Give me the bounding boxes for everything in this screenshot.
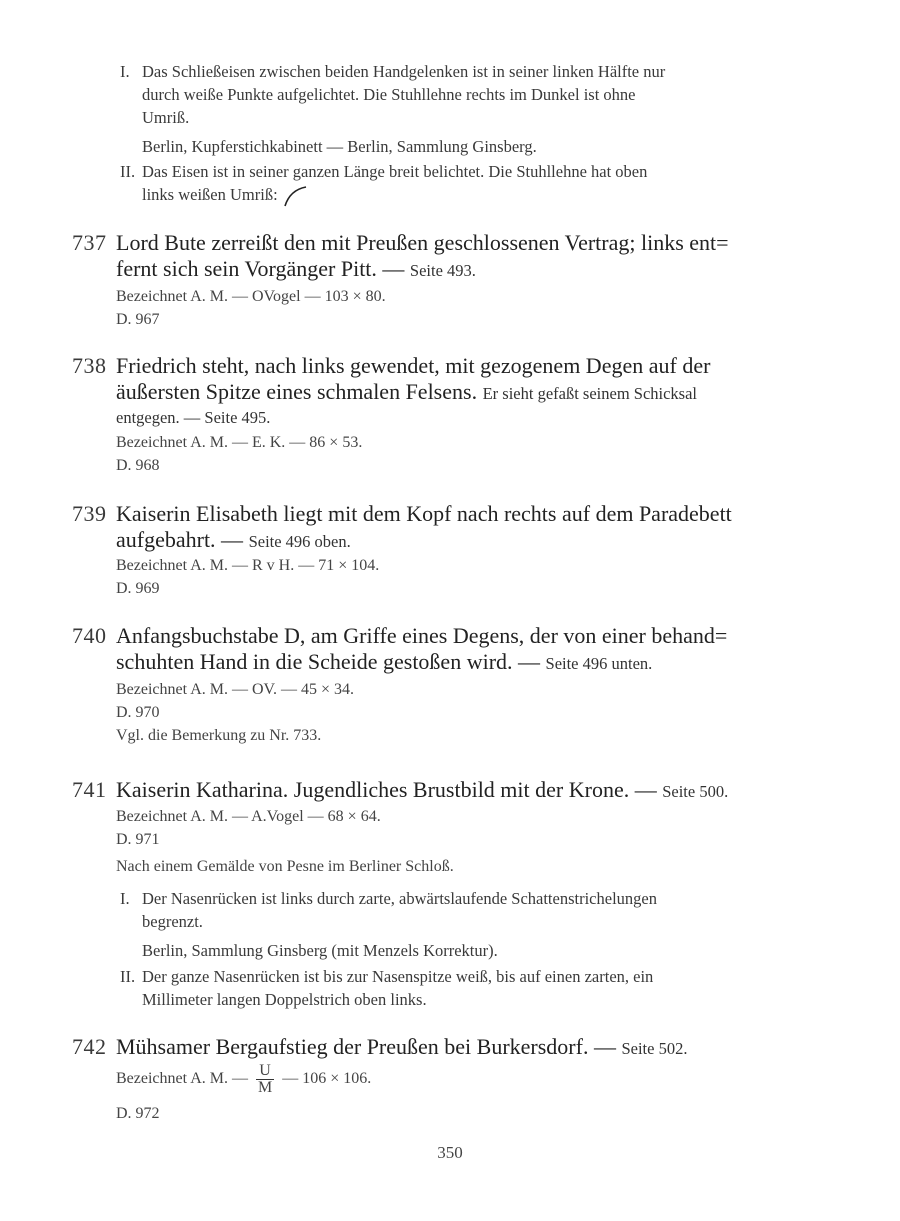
entry-title-line: Anfangsbuchstabe D, am Griffe eines Degens, der von einer behand=: [116, 623, 728, 648]
signature-line: [116, 1063, 371, 1096]
entry-title: [116, 777, 820, 805]
entry-title: [116, 501, 820, 555]
state-text: begrenzt.: [142, 912, 203, 931]
signature-line: Bezeichnet A. M. — A.Vogel — 68 × 64.: [116, 808, 381, 825]
entry-number: 738: [72, 353, 107, 378]
state-text: Millimeter langen Doppelstrich oben links.: [142, 990, 427, 1009]
page-reference: Seite 502.: [621, 1039, 688, 1058]
state-text: Der ganze Nasenrücken ist bis zur Nasenspitze weiß, bis auf einen zarten, ein: [142, 967, 654, 986]
signature-suffix: — 106 × 106.: [282, 1070, 372, 1088]
location-text: Berlin, Kupferstichkabinett — Berlin, Sammlung Ginsberg.: [142, 137, 537, 156]
entry-meta: [116, 678, 354, 747]
d-number: D. 969: [116, 580, 160, 597]
entry-title-line: Kaiserin Elisabeth liegt mit dem Kopf nach rechts auf dem Paradebett: [116, 501, 732, 526]
signature-line: Bezeichnet A. M. — E. K. — 86 × 53.: [116, 434, 363, 451]
page-number: 350: [437, 1143, 463, 1162]
state-number: I.: [120, 889, 130, 908]
entry-title-line: fernt sich sein Vorgänger Pitt. —: [116, 256, 410, 281]
entry-number: 739: [72, 501, 107, 526]
entry-title-line: aufgebahrt. —: [116, 527, 249, 552]
state-1-block: [120, 887, 820, 962]
entry-title: [116, 623, 820, 677]
d-number: D. 967: [116, 311, 160, 328]
state-number: II.: [120, 967, 136, 986]
fraction-top: U: [256, 1063, 274, 1080]
d-number: D. 970: [116, 704, 160, 721]
entry-title: [116, 353, 820, 429]
page-reference: Seite 496 unten.: [545, 654, 653, 673]
signature-prefix: Bezeichnet A. M. —: [116, 1070, 248, 1088]
entry-title-line: Mühsamer Bergaufstieg der Preußen bei Burkersdorf. —: [116, 1034, 622, 1059]
entry-number: 741: [72, 777, 107, 802]
entry-meta: [116, 285, 386, 331]
note-line: Vgl. die Bemerkung zu Nr. 733.: [116, 727, 322, 744]
state-2-block: [120, 965, 820, 1011]
state-text: Das Schließeisen zwischen beiden Handgelenken ist in seiner linken Hälfte nur: [142, 62, 666, 81]
page-reference: entgegen. — Seite 495.: [116, 408, 271, 427]
entry-meta: [116, 805, 454, 878]
state-text: Das Eisen ist in seiner ganzen Länge breit belichtet. Die Stuhllehne hat oben: [142, 162, 648, 181]
signature-line: Bezeichnet A. M. — OVogel — 103 × 80.: [116, 288, 386, 305]
state-number: II.: [120, 162, 136, 181]
state-text: links weißen Umriß:: [142, 185, 278, 204]
state-2-block: [120, 160, 820, 208]
entry-title-line: Kaiserin Katharina. Jugendliches Brustbild mit der Krone. —: [116, 777, 663, 802]
signature-line: Bezeichnet A. M. — R v H. — 71 × 104.: [116, 557, 380, 574]
entry-meta: [116, 554, 379, 600]
state-number: I.: [120, 62, 130, 81]
entry-title-line: äußersten Spitze eines schmalen Felsens.: [116, 379, 483, 404]
outline-curve-icon: [282, 184, 308, 208]
entry-title-line: Friedrich steht, nach links gewendet, mit gezogenem Degen auf der: [116, 353, 711, 378]
entry-number: 740: [72, 623, 107, 648]
monogram-fraction: [256, 1063, 274, 1096]
page-reference: Seite 496 oben.: [248, 532, 351, 551]
fraction-bottom: M: [257, 1079, 273, 1096]
entry-meta: [116, 1063, 371, 1125]
entry-number: 737: [72, 230, 107, 255]
signature-line: Bezeichnet A. M. — OV. — 45 × 34.: [116, 681, 355, 698]
page-reference: Seite 493.: [409, 261, 476, 280]
state-text: Umriß.: [142, 108, 190, 127]
entry-number: 742: [72, 1034, 107, 1059]
entry-title-line: schuhten Hand in die Scheide gestoßen wird. —: [116, 649, 546, 674]
entry-title-line: Lord Bute zerreißt den mit Preußen geschlossenen Vertrag; links ent=: [116, 230, 729, 255]
d-number: D. 968: [116, 457, 160, 474]
state-text: durch weiße Punkte aufgelichtet. Die Stuhllehne rechts im Dunkel ist ohne: [142, 85, 636, 104]
entry-title-continued: Er sieht gefaßt seinem Schicksal: [482, 384, 698, 403]
d-number: D. 971: [116, 831, 160, 848]
entry-meta: [116, 431, 362, 477]
state-text: Der Nasenrücken ist links durch zarte, abwärtslaufende Schattenstrichelungen: [142, 889, 657, 908]
entry-title: [116, 1034, 820, 1062]
page-reference: Seite 500.: [662, 782, 729, 801]
location-text: Berlin, Sammlung Ginsberg (mit Menzels Korrektur).: [142, 941, 498, 960]
entry-title: [116, 230, 820, 284]
state-1-block: [120, 60, 820, 158]
d-number: D. 972: [116, 1105, 160, 1122]
note-line: Nach einem Gemälde von Pesne im Berliner Schloß.: [116, 858, 454, 875]
